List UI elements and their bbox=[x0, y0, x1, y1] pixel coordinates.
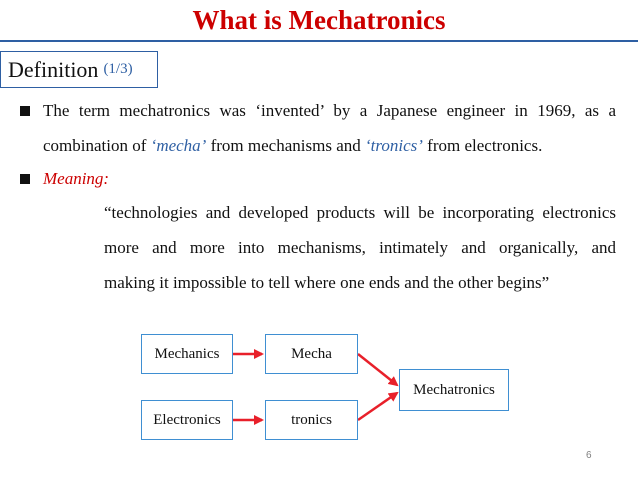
bullet-1-line-1-text: The term mechatronics was ‘invented’ by a Japanese engineer in 1969, as a bbox=[43, 101, 616, 120]
bullet-1-text-b: from mechanisms and bbox=[206, 136, 365, 155]
page-number: 6 bbox=[586, 450, 592, 461]
meaning-label: Meaning: bbox=[43, 169, 110, 188]
bullet-1-text-a: combination of bbox=[43, 136, 151, 155]
mecha-box bbox=[265, 334, 358, 374]
slide-title: What is Mechatronics bbox=[192, 5, 446, 35]
mecha-term: ‘mecha’ bbox=[150, 136, 207, 155]
tronics-term: ‘tronics’ bbox=[365, 136, 423, 155]
electronics-box bbox=[141, 400, 233, 440]
tronics-box bbox=[265, 400, 358, 440]
bullet-1-text-c: from electronics. bbox=[422, 136, 543, 155]
electronics-label: Electronics bbox=[153, 411, 221, 428]
tronics-label: tronics bbox=[291, 411, 332, 428]
quote-line-2: more and more into mechanisms, intimately and organically, and bbox=[104, 238, 616, 257]
quote-line-1: “technologies and developed products will be incorporating electronics bbox=[104, 203, 616, 222]
mechatronics-box bbox=[399, 369, 509, 411]
mechanics-label: Mechanics bbox=[154, 345, 220, 362]
mechanics-box bbox=[141, 334, 233, 374]
mechatronics-label: Mechatronics bbox=[413, 381, 495, 398]
arrow-tronics-to-mechatronics bbox=[358, 393, 397, 420]
quote-line-3: making it impossible to tell where one ends and the other begins” bbox=[104, 273, 550, 292]
arrow-mecha-to-mechatronics bbox=[358, 354, 397, 385]
section-name: Definition bbox=[8, 56, 99, 82]
section-count: (1/3) bbox=[103, 61, 133, 77]
mecha-label: Mecha bbox=[291, 345, 332, 362]
